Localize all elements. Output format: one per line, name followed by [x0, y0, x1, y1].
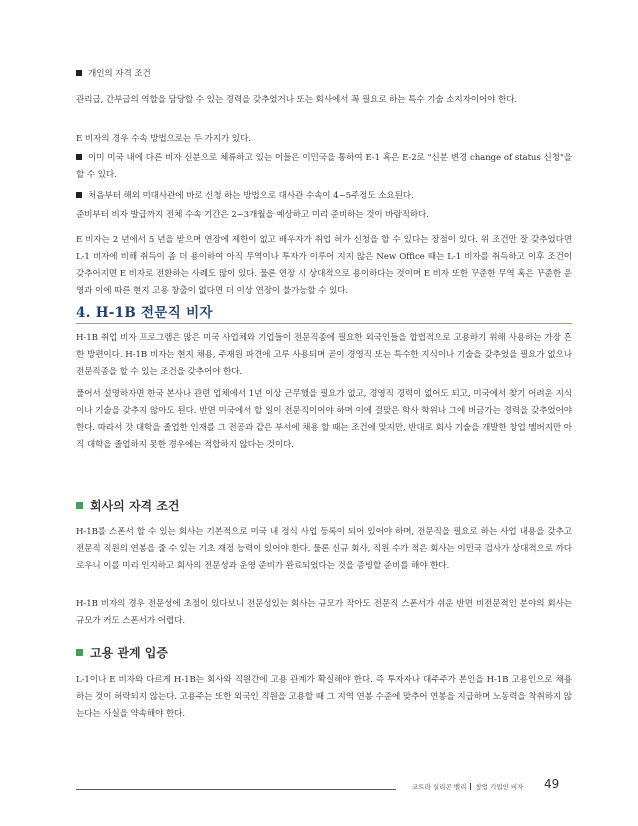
paragraph-company-sponsor: H-1B를 스폰서 할 수 있는 회사는 기본적으로 미국 내 정식 사업 등록이 되어 있어야 하며, 전문직을 필요로 하는 사업 내용을 갖추고 전문직 직원의 연봉을 줄 수 있는 기초 재정 능력이 있어야 한다. 물론 신규 회사, 직원 수가 적은 회사는 이민국 검사가 상대적으로 까다로우니 이를 미리 인지하고 회사의 전문성과 운영 준비가 완료되었다는 것을 증빙할 준비를 해야 한다. [76, 527, 572, 571]
paragraph-company-small: H-1B 비자의 경우 전문성에 초점이 있다보니 전문성있는 회사는 규모가 작아도 전문직 스폰서가 쉬운 반면 비전문적인 분야의 회사는 규모가 커도 스폰서가 어렵다. [76, 599, 572, 626]
subsection-title-text: 회사의 자격 조건 [90, 499, 180, 513]
paragraph-employment-relation: L-1이나 E 비자와 다르게 H-1B는 회사와 직원간에 고용 관계가 확실해야 한다. 즉 투자자나 대주주가 본인을 H-1B 고용인으로 채용하는 것이 허락되지 않는다. 고용주는 또한 외국인 직원을 고용할 때 그 지역 연봉 수준에 맞추어 연봉을 지급하며 노동력을 착취하지 않는다는 사실을 약속해야 한다. [76, 675, 572, 719]
bullet-text: 처음부터 해외 미대사관에 바로 신청 하는 방법으로 대사관 수속이 4~5주정도 소요된다. [88, 191, 414, 201]
paragraph-two-ways: E 비자의 경우 수속 방법으로는 두 가지가 있다. [76, 134, 251, 144]
bullet-item-personal-conditions [76, 66, 572, 83]
footer-rule [76, 789, 396, 790]
subsection-title-text: 고용 관계 입증 [90, 646, 168, 660]
footer-book-title: 코트라 실리콘 밸리 [412, 783, 467, 791]
bullet-text: 개인의 자격 조건 [88, 69, 151, 79]
paragraph-e-visa: E 비자는 2 년에서 5 년을 받으며 연장에 제한이 없고 배우자가 취업 허가 신청을 할 수 있다는 장점이 있다. 위 조건만 잘 갖추었다면 L-1 비자에 비해 취득이 좀 더 용이하여 아직 무역이나 투자가 이루어 지지 않은 New Office 때는 L-1 비자를 취득하고 이후 조건이 갖추어지면 E 비자로 전환하는 사례도 많이 있다. 물론 연장 시 상대적으로 용이하다는 것이며 E 비자 또한 꾸준한 무역 혹은 꾸준한 운영과 이에 따른 현지 고용 창출이 없다면 더 이상 연장이 불가능할 수 있다. [76, 235, 572, 296]
green-square-bullet-icon [76, 649, 83, 656]
square-bullet-icon [76, 154, 82, 160]
bullet-item-embassy [76, 188, 572, 205]
subsection-title-employment [76, 644, 168, 661]
paragraph-manager: 관리급, 간부급의 역할을 담당할 수 있는 경력을 갖추었거나 또는 회사에서 꼭 필요로 하는 특수 기술 소지자이어야 한다. [76, 95, 518, 105]
footer-chapter: 창업 기업인 비자 [475, 783, 524, 791]
square-bullet-icon [76, 192, 82, 198]
paragraph-h1b-explain: 풀어서 설명하자면 한국 본사나 관련 업체에서 1년 이상 근무했을 필요가 없고, 경영직 경력이 없어도 되고, 미국에서 찾기 어려운 지식이나 기술을 갖추지 않아도 된다. 반면 미국에서 할 일이 전문직이어야 하며 이에 걸맞은 학사 학위나 그에 버금가는 경력을 갖추었어야 한다. 따라서 갓 대학을 졸업한 인재를 그 전공과 같은 부서에 채용 할 때는 조건에 맞지만, 반대로 회사 기술을 개발한 창업 멤버지만 아직 대학을 졸업하지 못한 경우에는 적합하지 않다는 것이다. [76, 389, 572, 450]
bullet-text: 이미 미국 내에 다른 비자 신분으로 체류하고 있는 이들은 이민국을 통하여 E-1 혹은 E-2로 "신분 변경 change of status 신청"을 할 수 있다. [76, 153, 572, 180]
paragraph-h1b-intro: H-1B 취업 비자 프로그램은 많은 미국 사업체와 기업들이 전문직종에 필요한 외국인들을 합법적으로 고용하기 위해 사용하는 가장 흔한 방편이다. H-1B 비자는 현지 채용, 주재원 파견에 고루 사용되며 곧이 경영직 또는 특수한 지식이나 기술을 갖추었을 필요가 없으나 전문직종을 할 수 있는 조건을 갖추어야 한다. [76, 333, 572, 377]
footer-separator [470, 783, 471, 790]
square-bullet-icon [76, 70, 82, 76]
bullet-item-change-of-status [76, 150, 572, 184]
subsection-title-company [76, 497, 180, 514]
section-title-h1b: 4. H-1B 전문직 비자 [76, 305, 213, 321]
paragraph-prepare: 준비부터 비자 발급까지 전체 수속 기간은 2~3개월을 예상하고 미리 준비하는 것이 바람직하다. [76, 210, 429, 220]
green-square-bullet-icon [76, 502, 83, 509]
section-divider [76, 323, 572, 324]
page-number: 49 [544, 777, 560, 791]
footer-running-title [412, 782, 523, 791]
